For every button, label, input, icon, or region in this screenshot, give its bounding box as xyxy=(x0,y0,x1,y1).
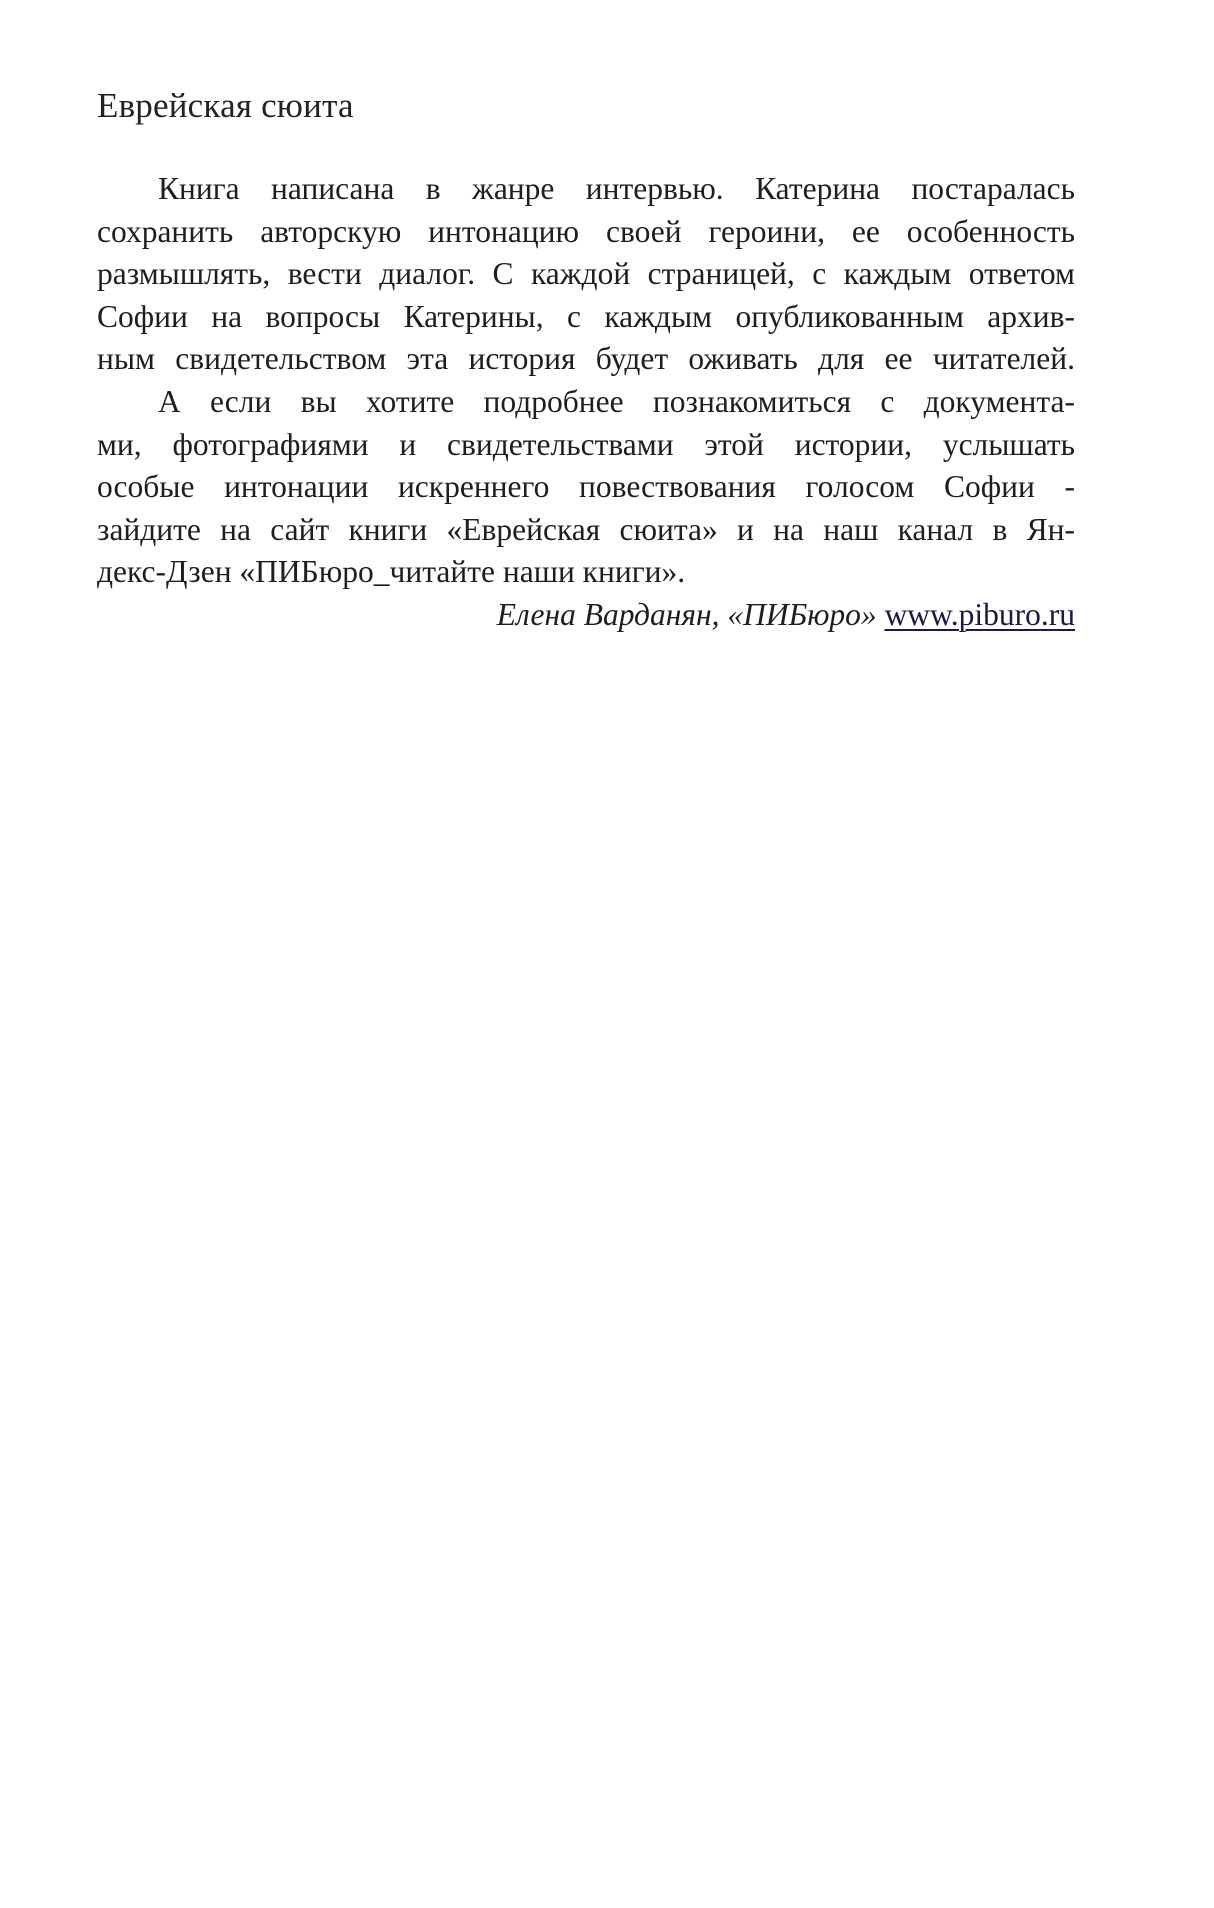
running-header-title: Еврейская сюита xyxy=(97,86,354,125)
paragraph-1-line-4: Софии на вопросы Катерины, с каждым опубликованным архив- xyxy=(97,298,1075,334)
paragraph-2-line-5: декс-Дзен «ПИБюро_читайте наши книги». xyxy=(97,554,686,590)
paragraph-2-line-4: зайдите на сайт книги «Еврейская сюита» и на наш канал в Ян- xyxy=(97,511,1075,547)
body-text xyxy=(97,168,1075,637)
paragraph-1-line-3: размышлять, вести диалог. С каждой страницей, с каждым ответом xyxy=(97,256,1075,292)
signature xyxy=(97,594,1075,637)
signature-author: Елена Варданян, «ПИБюро» xyxy=(496,596,877,632)
paragraph-2-line-1: А если вы хотите подробнее познакомиться с документа- xyxy=(158,383,1075,419)
website-link[interactable]: www.piburo.ru xyxy=(884,596,1075,632)
paragraph-1-line-2: сохранить авторскую интонацию своей героини, ее особенность xyxy=(97,213,1075,249)
paragraph-2-line-3: особые интонации искреннего повествования голосом Софии - xyxy=(97,469,1075,505)
paragraph-1-line-5: ным свидетельством эта история будет оживать для ее читателей. xyxy=(97,341,1075,377)
paragraph-1-line-1: Книга написана в жанре интервью. Катерина постаралась xyxy=(158,171,1075,206)
paragraph-2-line-2: ми, фотографиями и свидетельствами этой истории, услышать xyxy=(97,426,1075,462)
